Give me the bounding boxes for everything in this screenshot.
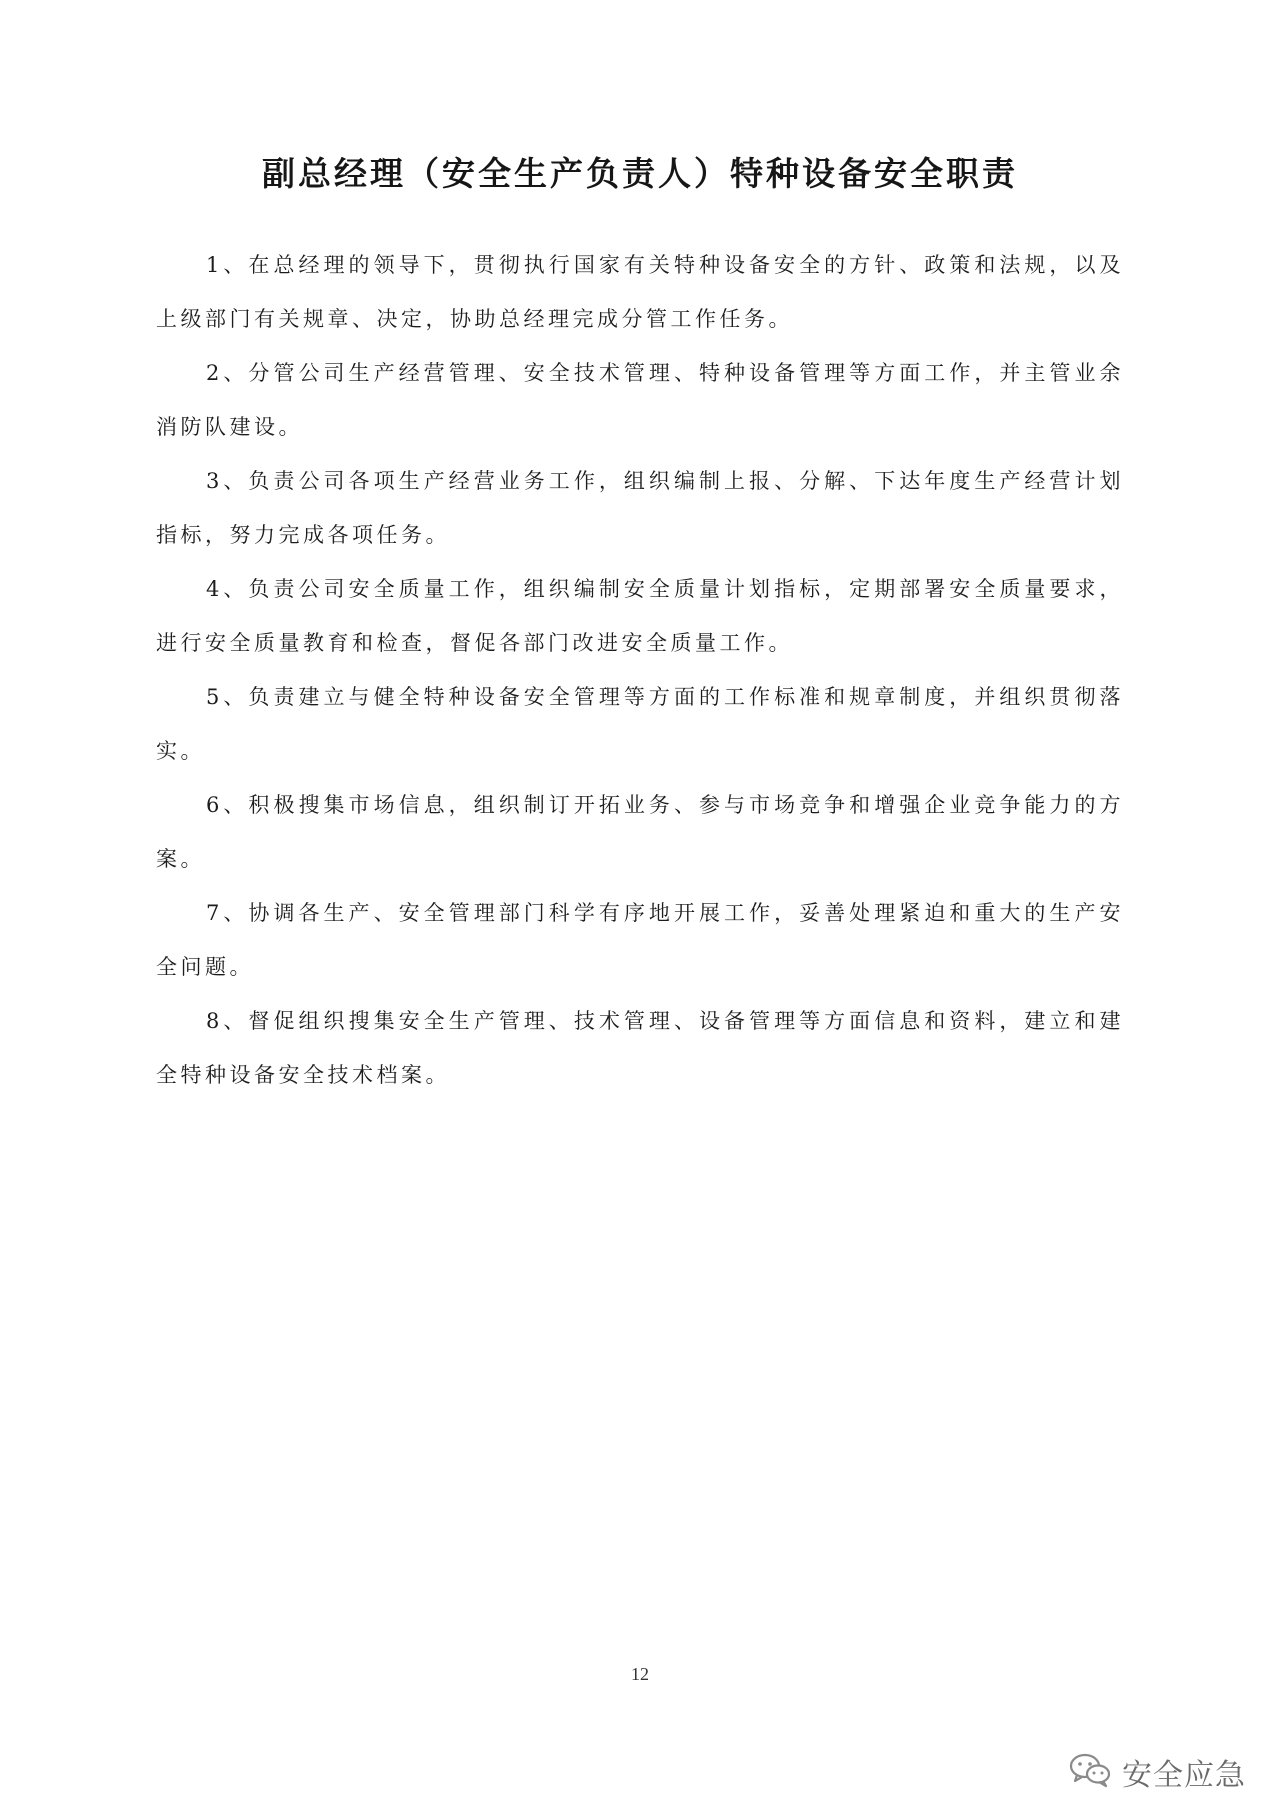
paragraph-5: 5、负责建立与健全特种设备安全管理等方面的工作标准和规章制度，并组织贯彻落实。 <box>156 685 1124 763</box>
paragraph-4: 4、负责公司安全质量工作，组织编制安全质量计划指标，定期部署安全质量要求，进行安全质量教育和检查，督促各部门改进安全质量工作。 <box>156 577 1124 655</box>
page-title: 副总经理（安全生产负责人）特种设备安全职责 <box>262 154 1018 193</box>
paragraph-1: 1、在总经理的领导下，贯彻执行国家有关特种设备安全的方针、政策和法规，以及上级部门有关规章、决定，协助总经理完成分管工作任务。 <box>156 253 1124 331</box>
watermark-text: 安全应急 <box>1122 1758 1246 1793</box>
paragraph-7: 7、协调各生产、安全管理部门科学有序地开展工作，妥善处理紧迫和重大的生产安全问题。 <box>156 901 1124 979</box>
watermark <box>1068 1752 1246 1792</box>
paragraph-6: 6、积极搜集市场信息，组织制订开拓业务、参与市场竞争和增强企业竞争能力的方案。 <box>156 793 1124 871</box>
document-body <box>156 238 1124 1102</box>
paragraph-2: 2、分管公司生产经营管理、安全技术管理、特种设备管理等方面工作，并主管业余消防队建设。 <box>156 361 1124 439</box>
page-number: 12 <box>631 1664 649 1684</box>
paragraph-8: 8、督促组织搜集安全生产管理、技术管理、设备管理等方面信息和资料，建立和建全特种设备安全技术档案。 <box>156 1009 1124 1087</box>
wechat-icon <box>1068 1752 1112 1792</box>
paragraph-3: 3、负责公司各项生产经营业务工作，组织编制上报、分解、下达年度生产经营计划指标，努力完成各项任务。 <box>156 469 1124 547</box>
